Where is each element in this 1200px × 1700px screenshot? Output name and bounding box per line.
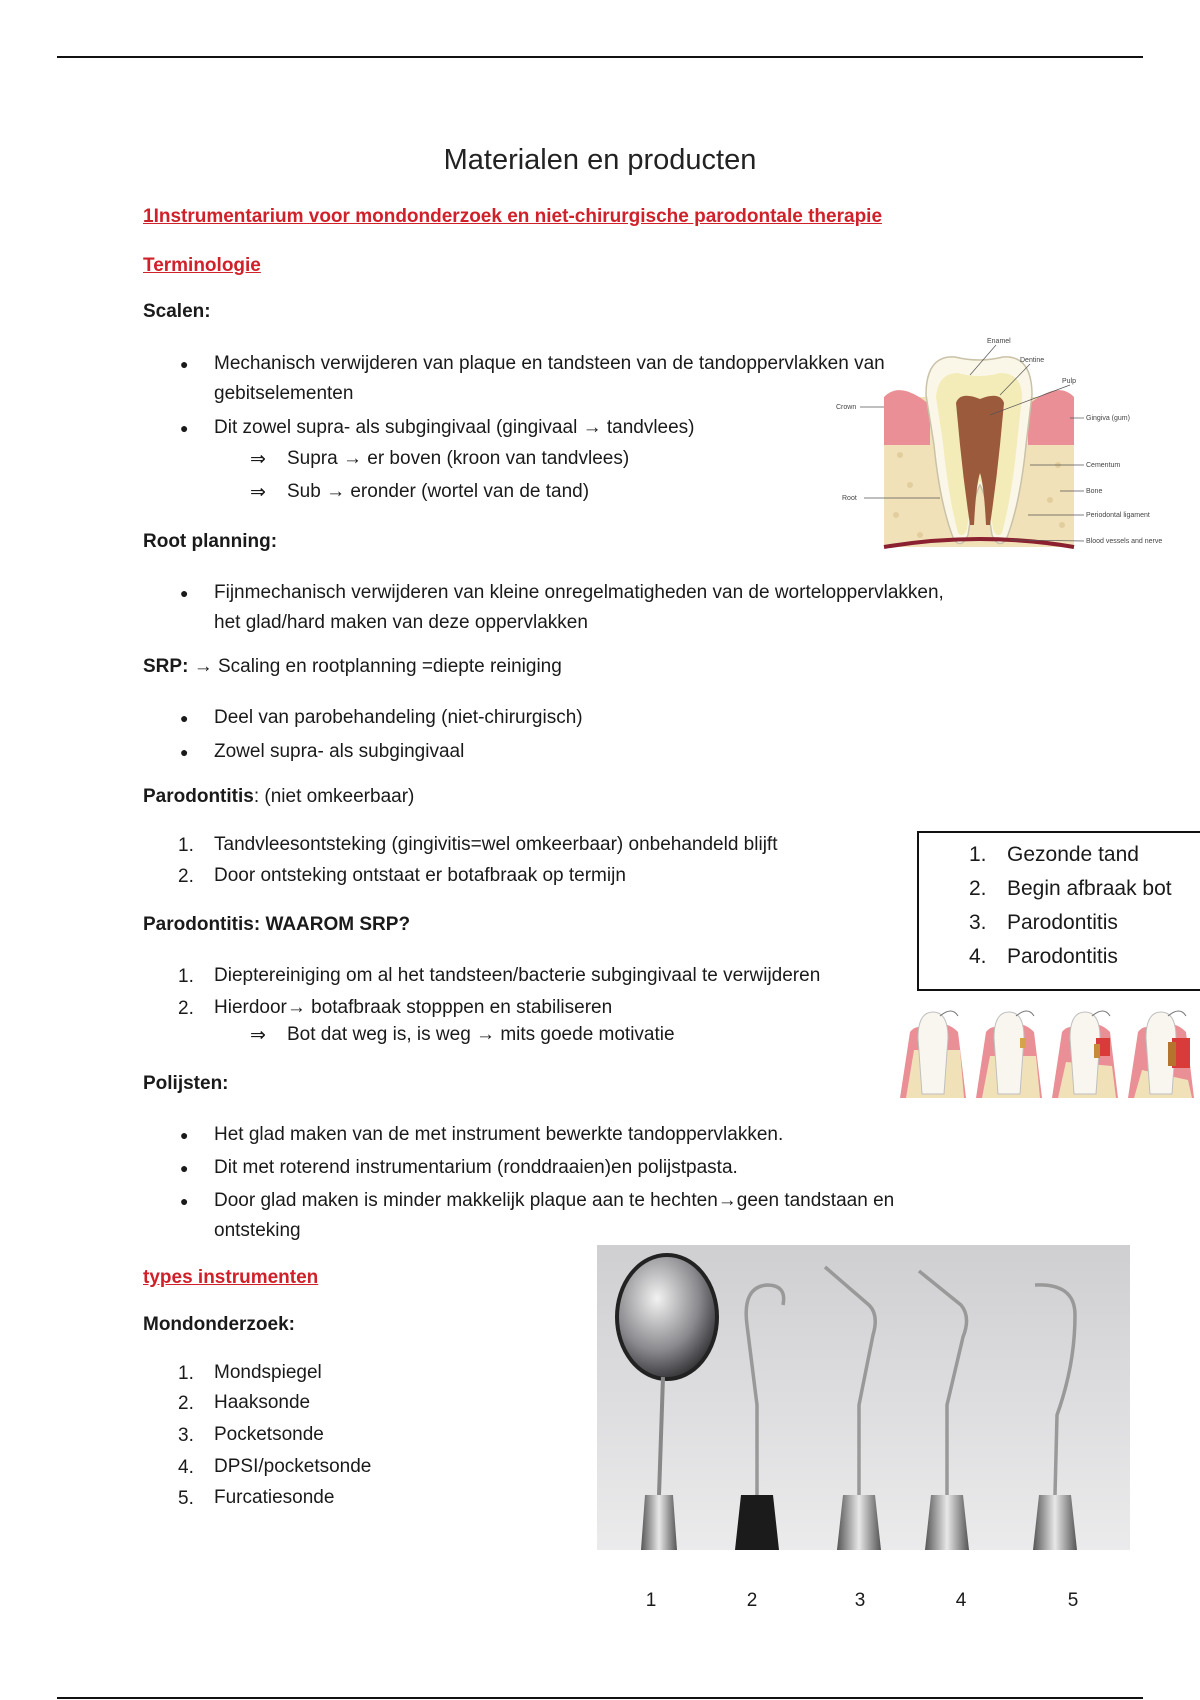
mondonderzoek-heading: Mondonderzoek:: [143, 1314, 295, 1335]
scalen-bullet-1: Mechanisch verwijderen van plaque en tandsteen van de tandoppervlakken van: [214, 353, 885, 374]
srp-line: [143, 652, 562, 682]
srp-text: → Scaling en rootplanning =diepte reiniging: [193, 656, 562, 677]
waarom-item-2: Hierdoor→ botafbraak stopppen en stabiliseren: [214, 997, 613, 1018]
terminology-heading: Terminologie: [143, 255, 261, 276]
parodontitis-note: : (niet omkeerbaar): [253, 786, 415, 807]
legend-item-4: Parodontitis: [1007, 945, 1118, 968]
instrument-item-3: Pocketsonde: [214, 1424, 324, 1445]
tooth-stage-4: [1128, 1011, 1194, 1098]
bullet-dot: ●: [180, 356, 189, 372]
label-periodontal: Periodontal ligament: [1086, 512, 1150, 519]
instrument-number-2: 2: [746, 1590, 758, 1611]
bullet-dot: ●: [180, 744, 189, 760]
legend-item-2: Begin afbraak bot: [1007, 877, 1172, 900]
label-gingiva: Gingiva (gum): [1086, 415, 1130, 422]
implies-arrow-icon: ⇒: [250, 449, 266, 470]
tooth-stage-2: [976, 1011, 1042, 1098]
legend-item-3: Parodontitis: [1007, 911, 1118, 934]
polijsten-bullet-3-cont: ontsteking: [214, 1220, 301, 1241]
list-number: 3.: [178, 1425, 194, 1446]
instrument-number-1: 1: [645, 1590, 657, 1611]
root-planning-heading: Root planning:: [143, 531, 278, 552]
list-number: 1.: [178, 835, 194, 856]
label-pulp: Pulp: [1062, 378, 1077, 385]
bullet-dot: ●: [180, 1193, 189, 1209]
legend-number: 4.: [969, 945, 987, 968]
parodontitis-label: Parodontitis: [143, 786, 254, 807]
tooth-stage-3: [1052, 1011, 1118, 1098]
label-enamel: Enamel: [987, 338, 1011, 345]
root-planning-line-2: het glad/hard maken van deze oppervlakken: [214, 612, 588, 633]
tooth-anatomy-diagram: [830, 335, 1163, 565]
label-dentine: Dentine: [1020, 357, 1045, 364]
scalen-bullet-1-cont: gebitselementen: [214, 383, 354, 404]
bullet-dot: ●: [180, 585, 189, 601]
instrument-item-2: Haaksonde: [214, 1392, 311, 1413]
srp-label: SRP:: [143, 656, 189, 677]
scalen-sub-1: Supra → er boven (kroon van tandvlees): [287, 448, 630, 469]
bottom-rule: [57, 1697, 1143, 1699]
polijsten-bullet-1: Het glad maken van de met instrument bewerkte tandoppervlakken.: [214, 1124, 784, 1145]
label-crown: Crown: [836, 404, 857, 411]
instrument-item-1: Mondspiegel: [214, 1362, 322, 1383]
instrument-number-3: 3: [854, 1590, 866, 1611]
instrument-number-4: 4: [955, 1590, 967, 1611]
scalen-sub-2: Sub → eronder (wortel van de tand): [287, 481, 590, 502]
stages-legend-box: [917, 831, 1200, 991]
legend-number: 3.: [969, 911, 987, 934]
root-planning-line-1: Fijnmechanisch verwijderen van kleine onregelmatigheden van de worteloppervlakken,: [214, 582, 944, 603]
label-root: Root: [842, 495, 857, 502]
list-number: 2.: [178, 998, 194, 1019]
waarom-sub: Bot dat weg is, is weg → mits goede motivatie: [287, 1024, 675, 1045]
parodontitis-item-1: Tandvleesontsteking (gingivitis=wel omkeerbaar) onbehandeld blijft: [214, 834, 778, 855]
list-number: 1.: [178, 966, 194, 987]
bullet-dot: ●: [180, 710, 189, 726]
list-number: 1.: [178, 1363, 194, 1384]
list-number: 5.: [178, 1488, 194, 1509]
instrument-item-5: Furcatiesonde: [214, 1487, 335, 1508]
section-heading: 1Instrumentarium voor mondonderzoek en niet-chirurgische parodontale therapie: [143, 206, 883, 227]
polijsten-heading: Polijsten:: [143, 1073, 229, 1094]
list-number: 4.: [178, 1457, 194, 1478]
top-rule: [57, 56, 1143, 58]
list-number: 2.: [178, 866, 194, 887]
implies-arrow-icon: ⇒: [250, 482, 266, 503]
label-vessels: Blood vessels and nerve: [1086, 538, 1163, 545]
page-title: Materialen en producten: [443, 144, 757, 176]
label-cementum: Cementum: [1086, 462, 1121, 469]
legend-number: 1.: [969, 843, 987, 866]
bullet-dot: ●: [180, 420, 189, 436]
waarom-heading: Parodontitis: WAAROM SRP?: [143, 914, 411, 935]
waarom-item-1: Dieptereiniging om al het tandsteen/bacterie subgingivaal te verwijderen: [214, 965, 821, 986]
periodontitis-stages-illustration: [898, 1004, 1200, 1100]
implies-arrow-icon: ⇒: [250, 1025, 266, 1046]
instrument-item-4: DPSI/pocketsonde: [214, 1456, 372, 1477]
legend-item-1: Gezonde tand: [1007, 843, 1139, 866]
instrument-number-5: 5: [1067, 1590, 1079, 1611]
bullet-dot: ●: [180, 1127, 189, 1143]
tooth-stage-1: [900, 1011, 966, 1098]
bullet-dot: ●: [180, 1160, 189, 1176]
legend-number: 2.: [969, 877, 987, 900]
scalen-heading: Scalen:: [143, 301, 211, 322]
parodontitis-line: [143, 782, 414, 812]
scalen-bullet-2: Dit zowel supra- als subgingivaal (gingivaal → tandvlees): [214, 417, 695, 438]
polijsten-bullet-3: Door glad maken is minder makkelijk plaque aan te hechten→geen tandstaan en: [214, 1190, 895, 1211]
srp-bullet-1: Deel van parobehandeling (niet-chirurgisch): [214, 707, 583, 728]
srp-bullet-2: Zowel supra- als subgingivaal: [214, 741, 465, 762]
list-number: 2.: [178, 1393, 194, 1414]
polijsten-bullet-2: Dit met roterend instrumentarium (ronddraaien)en polijstpasta.: [214, 1157, 738, 1178]
parodontitis-item-2: Door ontsteking ontstaat er botafbraak op termijn: [214, 865, 626, 886]
label-bone: Bone: [1086, 488, 1103, 495]
types-heading: types instrumenten: [143, 1267, 319, 1288]
dental-instruments-photo: [597, 1245, 1130, 1550]
